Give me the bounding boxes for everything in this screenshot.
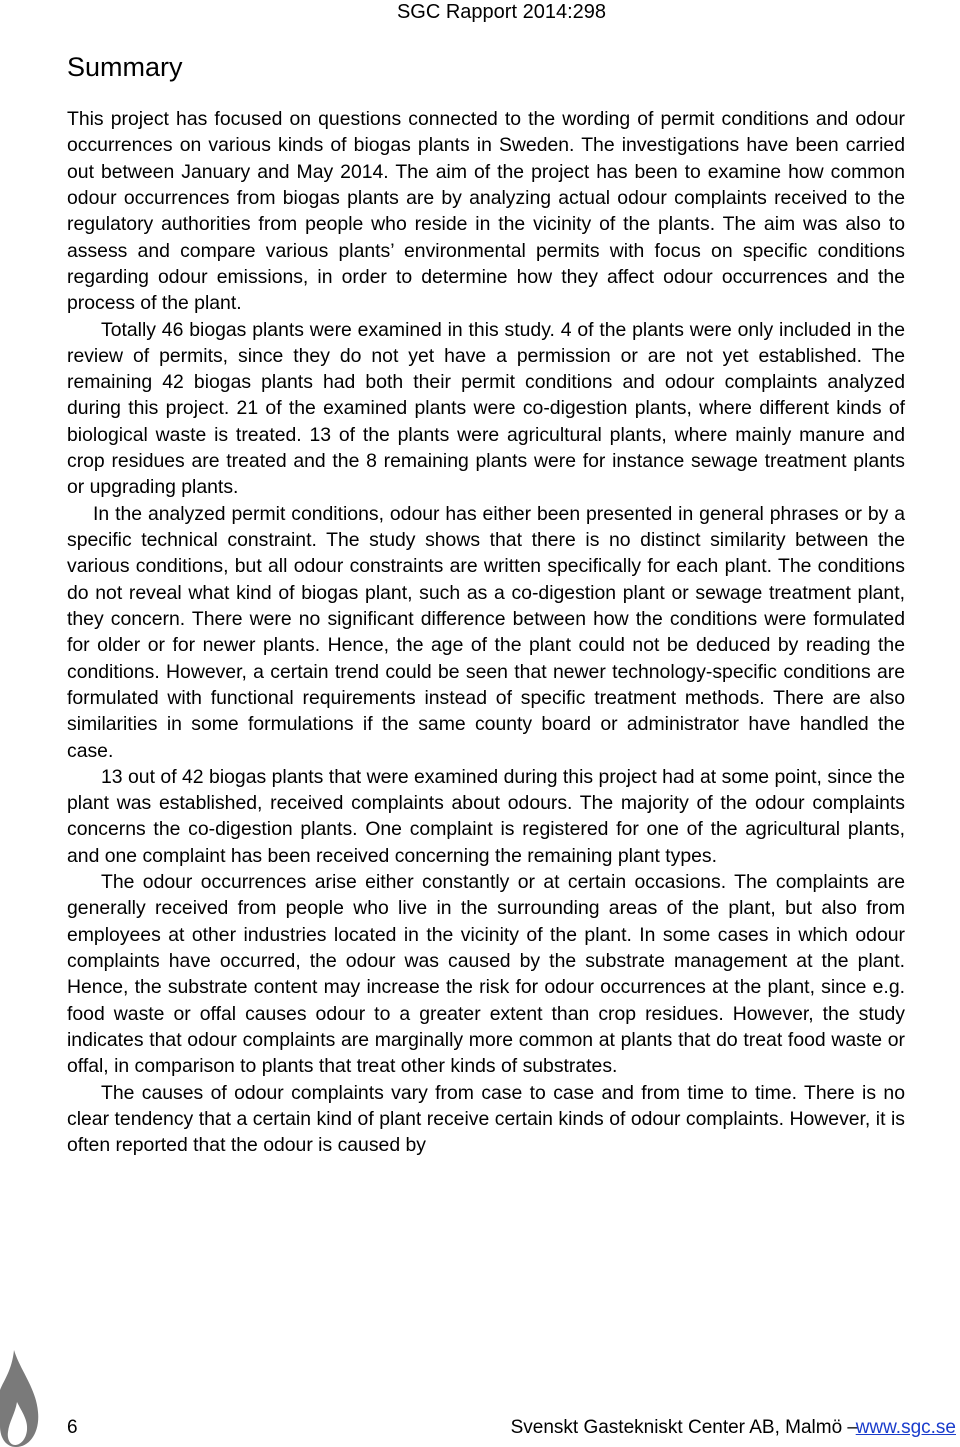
page-title: Summary [67,52,183,82]
footer-organization: Svenskt Gastekniskt Center AB, Malmö – [510,1417,858,1438]
paragraph: The causes of odour complaints vary from case to case and from time to time. There is no clear tendency that a certain kind of plant receive certain kinds of odour complaints. However, it is often reported that the odour is caused by [67,1081,905,1157]
report-id: SGC Rapport 2014:298 [396,1,606,23]
summary-body [67,106,905,1159]
page-number: 6 [67,1417,78,1438]
flame-icon [0,1350,44,1447]
paragraph: 13 out of 42 biogas plants that were examined during this project had at some point, since the plant was established, received complaints about odours. The majority of the odour complaints concerns the co-digestion plants. One complaint is registered for one of the agricultural plants, and one complaint has been received concerning the remaining plant types. [67,765,905,867]
paragraph: This project has focused on questions connected to the wording of permit conditions and odour occurrences on various kinds of biogas plants in Sweden. The investigations have been carried out between January and May 2014. The aim of the project has been to examine how common odour occurrences from biogas plants are by analyzing actual odour complaints received to the regulatory authorities from people who reside in the vicinity of the plants. The aim was also to assess and compare various plants’ environmental permits with focus on specific conditions regarding odour emissions, in order to determine how they affect odour occurrences and the process of the plant. [67,108,905,315]
paragraph: In the analyzed permit conditions, odour has either been presented in general phrases or by a specific technical constraint. The study shows that there is no distinct similarity between the various conditions, but all odour constraints are written specifically for each plant. The conditions do not reveal what kind of biogas plant, such as a co-digestion plant or sewage treatment plant, they concern. There were no significant difference between how the conditions were formulated for older or for newer plants. Hence, the age of the plant could not be deduced by reading the conditions. However, a certain trend could be seen that newer technology-specific conditions are formulated with functional requirements instead of specific treatment methods. There are also similarities in some formulations if the same county board or administrator have handled the case. [67,502,905,762]
paragraph: The odour occurrences arise either constantly or at certain occasions. The complaints are generally received from people who live in the surrounding areas of the plant, but also from employees at other industries located in the vicinity of the plant. In some cases in which odour complaints have occurred, the odour was caused by the substrate management at the plant. Hence, the substrate content may increase the risk for odour occurrences at the plant, since e.g. food waste or offal causes odour to a greater extent than crop residues. However, the study indicates that odour complaints are marginally more common at plants that do treat food waste or offal, in comparison to plants that treat other kinds of substrates. [67,871,905,1078]
website-link[interactable]: www.sgc.se [855,1417,956,1438]
paragraph: Totally 46 biogas plants were examined in this study. 4 of the plants were only included in the review of permits, since they do not yet have a permission or are not yet established. The remaining 42 biogas plants had both their permit conditions and odour complaints analyzed during this project. 21 of the examined plants were co-digestion plants, where different kinds of biological waste is treated. 13 of the plants were agricultural plants, where mainly manure and crop residues are treated and the 8 remaining plants were for instance sewage treatment plants or upgrading plants. [67,318,905,499]
